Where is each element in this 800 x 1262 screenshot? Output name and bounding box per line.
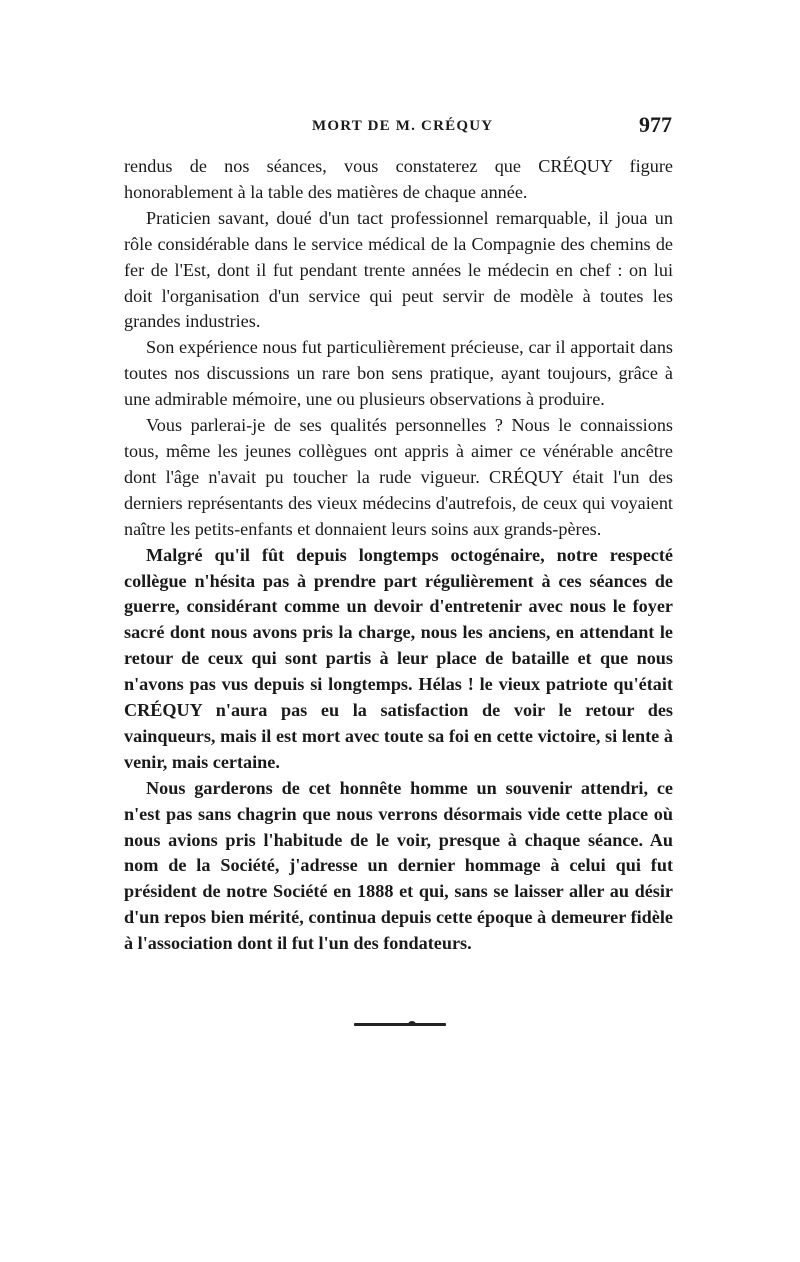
end-ornament-rule xyxy=(354,1023,446,1026)
paragraph-qualites: Vous parlerai-je de ses qualités personnelles ? Nous le connaissions tous, même les jeunes collègues ont appris à aimer ce vénérable ancêtre dont l'âge n'avait pu toucher la rude vigueur. CRÉQUY était l'un des derniers représentants des vieux médecins d'autrefois, de ceux qui voyaient naître les petits-enfants et donnaient leurs soins aux grands-pères. xyxy=(124,415,673,539)
running-title: MORT DE M. CRÉQUY xyxy=(312,118,494,134)
running-head xyxy=(124,112,674,142)
page-number: 977 xyxy=(639,112,672,137)
body-text xyxy=(124,154,673,957)
paragraph-hommage: Nous garderons de cet honnête homme un souvenir attendri, ce n'est pas sans chagrin que nous verrons désormais vide cette place où nous avions pris l'habitude de le voir, presque à chaque séance. Au nom de la Société, j'adresse un dernier hommage à celui qui fut président de notre Société en 1888 et qui, sans se laisser aller au désir d'un repos bien mérité, continua depuis cette époque à demeurer fidèle à l'association dont il fut l'un des fondateurs. xyxy=(124,777,673,954)
paragraph-continuation: rendus de nos séances, vous constaterez que CRÉQUY figure honorablement à la table des matières de chaque année. xyxy=(124,156,673,202)
paragraph-praticien: Praticien savant, doué d'un tact professionnel remarquable, il joua un rôle considérable dans le service médical de la Compagnie des chemins de fer de l'Est, dont il fut pendant trente années le médecin en chef : on lui doit l'organisation d'un service qui peut servir de modèle à toutes les grandes industries. xyxy=(124,207,673,332)
paragraph-experience: Son expérience nous fut particulièrement précieuse, car il apportait dans toutes nos discussions un rare bon sens pratique, ayant toujours, grâce à une admirable mémoire, une ou plusieurs observations à produire. xyxy=(124,337,673,410)
paragraph-octogenaire: Malgré qu'il fût depuis longtemps octogénaire, notre respecté collègue n'hésita pas à prendre part régulièrement à ces séances de guerre, considérant comme un devoir d'entretenir avec nous le foyer sacré dont nous avons pris la charge, nous les anciens, en attendant le retour de ceux qui sont partis à leur place de bataille et que nous n'avons pas vus depuis si longtemps. Hélas ! le vieux patriote qu'était CRÉQUY n'aura pas eu la satisfaction de voir le retour des vainqueurs, mais il est mort avec toute sa foi en cette victoire, si lente à venir, mais certaine. xyxy=(124,544,673,772)
